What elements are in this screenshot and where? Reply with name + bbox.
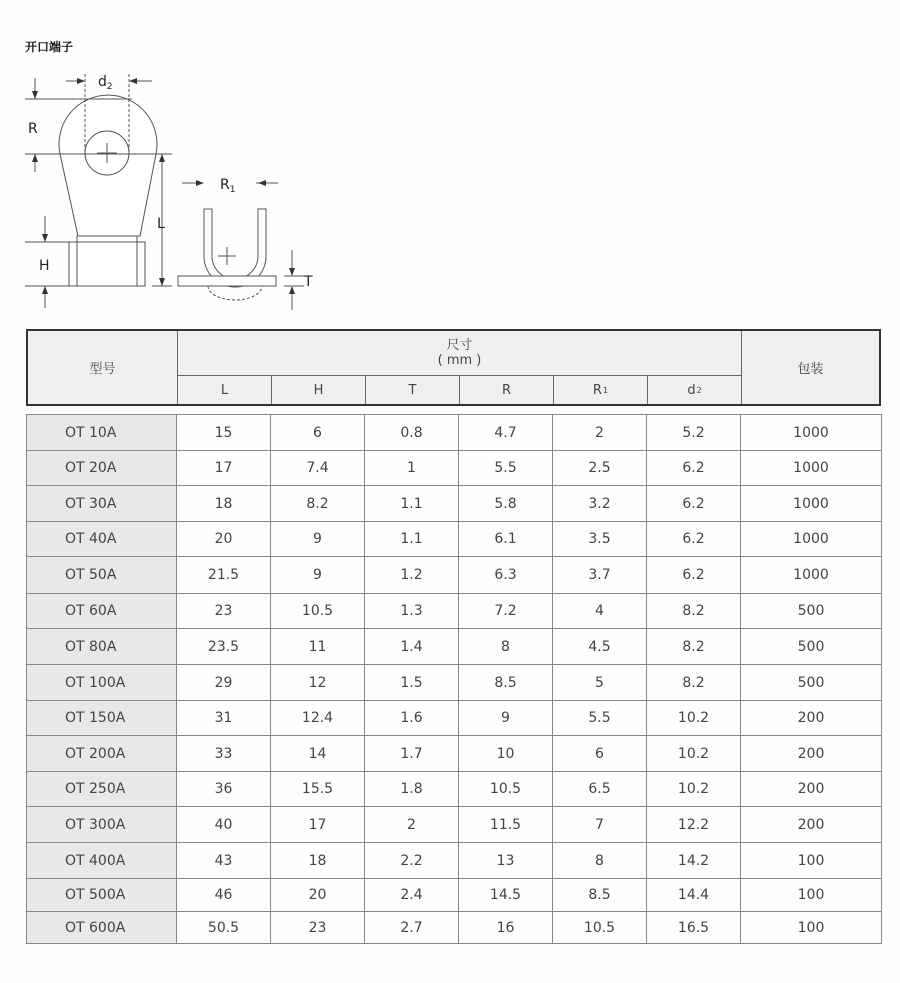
table-row [27, 665, 882, 701]
value-cell: 4.7 [459, 415, 553, 451]
d2-label: d [98, 74, 107, 90]
value-cell: 5 [553, 665, 647, 701]
value-cell: 7.4 [271, 451, 365, 486]
value-cell: 8.2 [271, 486, 365, 522]
header-col-h: H [313, 382, 324, 398]
model-cell: OT 50A [27, 557, 177, 594]
value-cell: 14.4 [647, 879, 741, 912]
value-cell: 200 [741, 701, 882, 736]
t-label: T [304, 274, 313, 290]
model-cell: OT 20A [27, 451, 177, 486]
value-cell: 200 [741, 736, 882, 772]
value-cell: 6.2 [647, 522, 741, 557]
value-cell: 1.2 [365, 557, 459, 594]
value-cell: 10.2 [647, 701, 741, 736]
value-cell: 1.4 [365, 629, 459, 665]
value-cell: 23.5 [177, 629, 271, 665]
header-col-r1: R 1 [592, 382, 609, 398]
value-cell: 14.5 [459, 879, 553, 912]
value-cell: 50.5 [177, 912, 271, 944]
value-cell: 1.6 [365, 701, 459, 736]
header-col-d2: d 2 [687, 382, 702, 398]
value-cell: 1000 [741, 451, 882, 486]
h-label: H [39, 258, 50, 274]
svg-text:d2: $d_2$ [98, 74, 113, 92]
value-cell: 6.3 [459, 557, 553, 594]
model-cell: OT 10A [27, 415, 177, 451]
value-cell: 20 [271, 879, 365, 912]
value-cell: 23 [271, 912, 365, 944]
value-cell: 4.5 [553, 629, 647, 665]
value-cell: 2.2 [365, 843, 459, 879]
value-cell: 14.2 [647, 843, 741, 879]
value-cell: 500 [741, 594, 882, 629]
table-row [27, 807, 882, 843]
model-cell: OT 60A [27, 594, 177, 629]
value-cell: 11.5 [459, 807, 553, 843]
table-row [27, 522, 882, 557]
model-cell: OT 80A [27, 629, 177, 665]
value-cell: 1 [365, 451, 459, 486]
value-cell: 500 [741, 665, 882, 701]
value-cell: 33 [177, 736, 271, 772]
value-cell: 8.2 [647, 629, 741, 665]
value-cell: 12.4 [271, 701, 365, 736]
value-cell: 1.3 [365, 594, 459, 629]
value-cell: 200 [741, 807, 882, 843]
value-cell: 0.8 [365, 415, 459, 451]
model-cell: OT 250A [27, 772, 177, 807]
value-cell: 40 [177, 807, 271, 843]
value-cell: 10.2 [647, 772, 741, 807]
value-cell: 8.5 [553, 879, 647, 912]
value-cell: 4 [553, 594, 647, 629]
value-cell: 23 [177, 594, 271, 629]
model-cell: OT 600A [27, 912, 177, 944]
value-cell: 16 [459, 912, 553, 944]
page-title: 开口端子 [25, 40, 74, 54]
table-row [27, 594, 882, 629]
value-cell: 5.2 [647, 415, 741, 451]
value-cell: 1000 [741, 486, 882, 522]
header-model: 型号 [89, 362, 116, 377]
value-cell: 11 [271, 629, 365, 665]
table-row [27, 736, 882, 772]
r1-label: R [220, 177, 230, 193]
value-cell: 9 [459, 701, 553, 736]
value-cell: 6.1 [459, 522, 553, 557]
table-row [27, 879, 882, 912]
value-cell: 46 [177, 879, 271, 912]
value-cell: 10.5 [459, 772, 553, 807]
value-cell: 1000 [741, 557, 882, 594]
header-pack: 包装 [797, 362, 824, 377]
table-row [27, 415, 882, 451]
model-cell: OT 30A [27, 486, 177, 522]
value-cell: 7.2 [459, 594, 553, 629]
value-cell: 2 [553, 415, 647, 451]
table-row [27, 629, 882, 665]
table-row [27, 912, 882, 944]
value-cell: 13 [459, 843, 553, 879]
value-cell: 20 [177, 522, 271, 557]
value-cell: 1000 [741, 415, 882, 451]
value-cell: 2.7 [365, 912, 459, 944]
value-cell: 1.1 [365, 486, 459, 522]
value-cell: 2 [365, 807, 459, 843]
value-cell: 1.7 [365, 736, 459, 772]
model-cell: OT 150A [27, 701, 177, 736]
value-cell: 9 [271, 522, 365, 557]
value-cell: 21.5 [177, 557, 271, 594]
value-cell: 200 [741, 772, 882, 807]
value-cell: 18 [177, 486, 271, 522]
value-cell: 15.5 [271, 772, 365, 807]
model-cell: OT 500A [27, 879, 177, 912]
value-cell: 31 [177, 701, 271, 736]
value-cell: 12.2 [647, 807, 741, 843]
model-cell: OT 300A [27, 807, 177, 843]
table-row [27, 451, 882, 486]
value-cell: 10.5 [553, 912, 647, 944]
header-col-r: R [501, 382, 512, 398]
value-cell: 3.2 [553, 486, 647, 522]
value-cell: 8.2 [647, 594, 741, 629]
model-cell: OT 200A [27, 736, 177, 772]
header-col-l: L [220, 382, 229, 398]
value-cell: 100 [741, 843, 882, 879]
value-cell: 8.2 [647, 665, 741, 701]
value-cell: 8 [459, 629, 553, 665]
table-row [27, 843, 882, 879]
value-cell: 8 [553, 843, 647, 879]
value-cell: 6.2 [647, 451, 741, 486]
table-row [27, 486, 882, 522]
value-cell: 6 [553, 736, 647, 772]
l-label: L [157, 216, 165, 232]
value-cell: 3.7 [553, 557, 647, 594]
value-cell: 17 [177, 451, 271, 486]
value-cell: 3.5 [553, 522, 647, 557]
table-header [26, 329, 881, 406]
value-cell: 15 [177, 415, 271, 451]
value-cell: 6.2 [647, 486, 741, 522]
value-cell: 9 [271, 557, 365, 594]
value-cell: 29 [177, 665, 271, 701]
value-cell: 100 [741, 912, 882, 944]
header-col-t: T [408, 382, 417, 398]
value-cell: 10.5 [271, 594, 365, 629]
model-cell: OT 100A [27, 665, 177, 701]
value-cell: 10 [459, 736, 553, 772]
value-cell: 500 [741, 629, 882, 665]
header-dimensions: 尺寸 ( mm ) [437, 338, 482, 368]
table-row [27, 557, 882, 594]
value-cell: 16.5 [647, 912, 741, 944]
value-cell: 14 [271, 736, 365, 772]
value-cell: 1.5 [365, 665, 459, 701]
value-cell: 2.4 [365, 879, 459, 912]
value-cell: 6.5 [553, 772, 647, 807]
value-cell: 36 [177, 772, 271, 807]
r-label: R [28, 121, 38, 137]
spec-table [26, 414, 881, 944]
value-cell: 43 [177, 843, 271, 879]
value-cell: 17 [271, 807, 365, 843]
svg-text:R1: $R_1$ [220, 177, 236, 195]
value-cell: 10.2 [647, 736, 741, 772]
value-cell: 1.8 [365, 772, 459, 807]
model-cell: OT 40A [27, 522, 177, 557]
terminal-diagram [22, 66, 322, 316]
value-cell: 18 [271, 843, 365, 879]
value-cell: 100 [741, 879, 882, 912]
value-cell: 5.5 [459, 451, 553, 486]
table-row [27, 701, 882, 736]
value-cell: 1.1 [365, 522, 459, 557]
value-cell: 6 [271, 415, 365, 451]
value-cell: 1000 [741, 522, 882, 557]
value-cell: 5.5 [553, 701, 647, 736]
value-cell: 2.5 [553, 451, 647, 486]
value-cell: 6.2 [647, 557, 741, 594]
model-cell: OT 400A [27, 843, 177, 879]
value-cell: 5.8 [459, 486, 553, 522]
value-cell: 7 [553, 807, 647, 843]
table-row [27, 772, 882, 807]
value-cell: 8.5 [459, 665, 553, 701]
value-cell: 12 [271, 665, 365, 701]
